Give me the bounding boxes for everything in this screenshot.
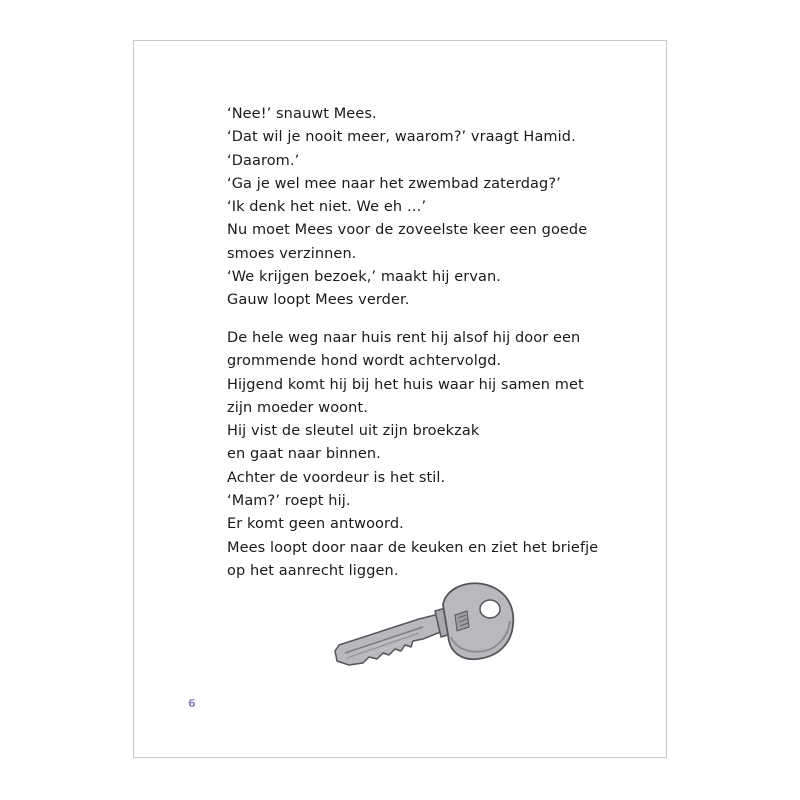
text-line: ‘Dat wil je nooit meer, waarom?’ vraagt Hamid. [227, 129, 576, 146]
paragraph-2 [227, 327, 647, 583]
text-line: ‘Nee!’ snauwt Mees. [227, 106, 377, 122]
text-line: Mees loopt door naar de keuken en ziet het briefje [227, 539, 599, 556]
text-line: De hele weg naar huis rent hij alsof hij door een [227, 330, 581, 346]
paragraph-1 [227, 103, 647, 313]
text-line: grommende hond wordt achtervolgd. [227, 353, 502, 370]
text-line: Er komt geen antwoord. [227, 516, 404, 533]
text-line: Gauw loopt Mees verder. [227, 292, 410, 309]
text-line: ‘Ik denk het niet. We eh …’ [227, 199, 427, 216]
text-line: Hijgend komt hij bij het huis waar hij samen met [227, 376, 584, 393]
text-line: ‘Ga je wel mee naar het zwembad zaterdag?’ [227, 175, 561, 192]
book-page [133, 40, 667, 758]
text-line: ‘Mam?’ roept hij. [227, 493, 351, 510]
text-line: Hij vist de sleutel uit zijn broekzak [227, 423, 480, 440]
text-line: Achter de voordeur is het stil. [227, 469, 446, 486]
text-line: smoes verzinnen. [227, 245, 357, 262]
text-line: ‘Daarom.’ [227, 152, 300, 169]
text-line: en gaat naar binnen. [227, 446, 381, 463]
text-line: zijn moeder woont. [227, 399, 368, 416]
text-line: Nu moet Mees voor de zoveelste keer een goede [227, 222, 588, 239]
key-icon [327, 581, 517, 676]
page-number: 6 [188, 697, 196, 710]
text-line: op het aanrecht liggen. [227, 562, 399, 579]
text-line: ‘We krijgen bezoek,’ maakt hij ervan. [227, 269, 502, 286]
